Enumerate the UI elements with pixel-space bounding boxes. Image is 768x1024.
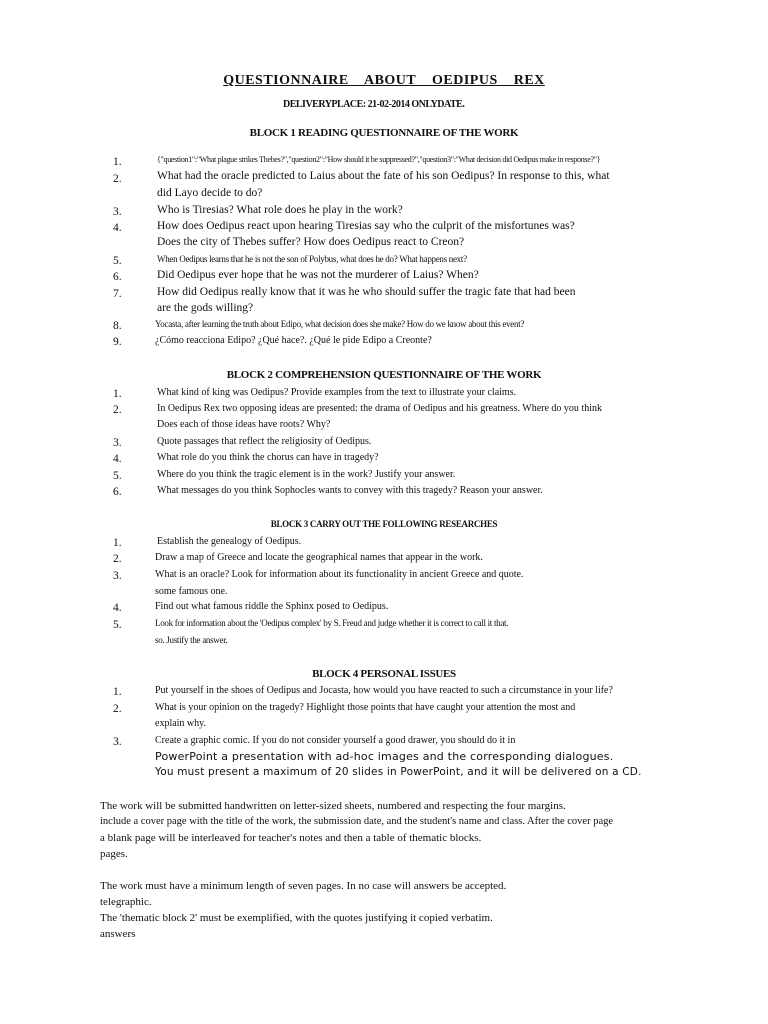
block4-item-2-number: 2. <box>113 703 122 715</box>
footer-line-1: The work will be submitted handwritten on letter-sized sheets, numbered and respecting the four margins. <box>100 800 566 812</box>
block1-item-5-text: When Oedipus learns that he is not the son of Polybus, what does he do? What happens next? <box>157 254 467 264</box>
block2-item-1-number: 1. <box>113 388 122 400</box>
block1-item-2-number: 2. <box>113 173 122 185</box>
block2-heading: BLOCK 2 COMPREHENSION QUESTIONNAIRE OF THE WORK <box>226 369 542 381</box>
block2-item-6-number: 6. <box>113 486 122 498</box>
block2-item-3-text: Quote passages that reflect the religiosity of Oedipus. <box>157 436 372 447</box>
block1-item-3-text: Who is Tiresias? What role does he play in the work? <box>157 204 403 216</box>
block3-item-4-number: 4. <box>113 602 122 614</box>
block3-item-5-number: 5. <box>113 619 122 631</box>
block4-item-2-text-cont: explain why. <box>155 718 207 729</box>
block4-item-3-text-cont-2: You must present a maximum of 20 slides in PowerPoint, and it will be delivered on a CD. <box>155 766 642 778</box>
block3-item-1-number: 1. <box>113 537 122 549</box>
footer-line-6: telegraphic. <box>100 896 152 908</box>
block2-item-3-number: 3. <box>113 437 122 449</box>
block1-item-1-number: 1. <box>113 156 122 168</box>
footer-line-8: answers <box>100 928 136 940</box>
block2-item-5-number: 5. <box>113 470 122 482</box>
footer-line-4: pages. <box>100 848 128 860</box>
block2-item-2-text-cont: Does each of those ideas have roots? Why? <box>157 419 331 430</box>
block3-item-5-text-cont: so. Justify the answer. <box>155 635 228 645</box>
block4-item-3-number: 3. <box>113 736 122 748</box>
block2-item-1-text: What kind of king was Oedipus? Provide examples from the text to illustrate your claims. <box>157 387 517 398</box>
block3-item-5-text: Look for information about the 'Oedipus complex' by S. Freud and judge whether it is correct to call it that. <box>155 618 509 628</box>
footer-line-3: a blank page will be interleaved for teacher's notes and then a table of thematic blocks. <box>100 832 482 844</box>
block1-item-4-number: 4. <box>113 222 122 234</box>
block4-item-3-text: Create a graphic comic. If you do not consider yourself a good drawer, you should do it in <box>155 735 516 746</box>
block1-item-4-text: How does Oedipus react upon hearing Tiresias say who the culprit of the misfortunes was? <box>157 220 575 232</box>
footer-line-7: The 'thematic block 2' must be exemplified, with the quotes justifying it copied verbatim. <box>100 912 493 924</box>
block1-item-6-text: Did Oedipus ever hope that he was not the murderer of Laius? When? <box>157 269 479 281</box>
block2-item-4-number: 4. <box>113 453 122 465</box>
block1-item-7-number: 7. <box>113 288 122 300</box>
block1-item-7-text-cont: are the gods willing? <box>157 302 254 314</box>
block3-heading: BLOCK 3 CARRY OUT THE FOLLOWING RESEARCHES <box>270 519 498 529</box>
block3-item-2-number: 2. <box>113 553 122 565</box>
block2-item-5-text: Where do you think the tragic element is in the work? Justify your answer. <box>157 469 456 480</box>
block3-item-3-number: 3. <box>113 570 122 582</box>
block1-item-5-number: 5. <box>113 255 122 267</box>
block1-item-1-text: {"question1":"What plague strikes Thebes?","question2":"How should it be suppressed?","question3":"What decision did Oedipus make in response?"} <box>157 155 601 164</box>
delivery-date: DELIVERYPLACE: 21-02-2014 ONLYDATE. <box>283 99 465 110</box>
block1-item-2-text: What had the oracle predicted to Laius about the fate of his son Oedipus? In response to this, what <box>157 170 610 182</box>
block1-item-9-text: ¿Cómo reacciona Edipo? ¿Qué hace?. ¿Qué le pide Edipo a Creonte? <box>155 335 432 346</box>
block4-item-3-text-cont: PowerPoint a presentation with ad-hoc images and the corresponding dialogues. <box>155 750 614 763</box>
document-title: QUESTIONNAIRE ABOUT OEDIPUS REX <box>223 73 545 88</box>
block1-item-7-text: How did Oedipus really know that it was he who should suffer the tragic fate that had been <box>157 286 576 298</box>
block1-item-3-number: 3. <box>113 206 122 218</box>
block3-item-3-text-cont: some famous one. <box>155 586 228 597</box>
block3-item-2-text: Draw a map of Greece and locate the geographical names that appear in the work. <box>155 552 483 563</box>
block2-item-2-number: 2. <box>113 404 122 416</box>
block3-item-1-text: Establish the genealogy of Oedipus. <box>157 536 302 547</box>
block1-item-8-text: Yocasta, after learning the truth about Edipo, what decision does she make? How do we know about this event? <box>155 319 525 329</box>
block4-item-1-text: Put yourself in the shoes of Oedipus and Jocasta, how would you have reacted to such a circumstance in your life? <box>155 685 613 696</box>
block1-item-9-number: 9. <box>113 336 122 348</box>
block1-item-6-number: 6. <box>113 271 122 283</box>
block1-item-8-number: 8. <box>113 320 122 332</box>
block2-item-4-text: What role do you think the chorus can have in tragedy? <box>157 452 379 463</box>
block1-item-4-text-cont: Does the city of Thebes suffer? How does Oedipus react to Creon? <box>157 236 465 248</box>
block1-heading: BLOCK 1 READING QUESTIONNAIRE OF THE WORK <box>249 127 519 139</box>
block1-item-2-text-cont: did Layo decide to do? <box>157 187 263 199</box>
block3-item-4-text: Find out what famous riddle the Sphinx posed to Oedipus. <box>155 601 389 612</box>
block3-item-3-text: What is an oracle? Look for information about its functionality in ancient Greece and quote. <box>155 569 524 580</box>
block4-heading: BLOCK 4 PERSONAL ISSUES <box>312 668 456 680</box>
block2-item-2-text: In Oedipus Rex two opposing ideas are presented: the drama of Oedipus and his greatness. Where do you think <box>157 403 602 414</box>
block4-item-2-text: What is your opinion on the tragedy? Highlight those points that have caught your attention the most and <box>155 702 576 713</box>
block2-item-6-text: What messages do you think Sophocles wants to convey with this tragedy? Reason your answer. <box>157 485 543 496</box>
block4-item-1-number: 1. <box>113 686 122 698</box>
footer-line-2: include a cover page with the title of the work, the submission date, and the student's name and class. After the cover page <box>100 816 614 827</box>
footer-line-5: The work must have a minimum length of seven pages. In no case will answers be accepted. <box>100 880 507 892</box>
